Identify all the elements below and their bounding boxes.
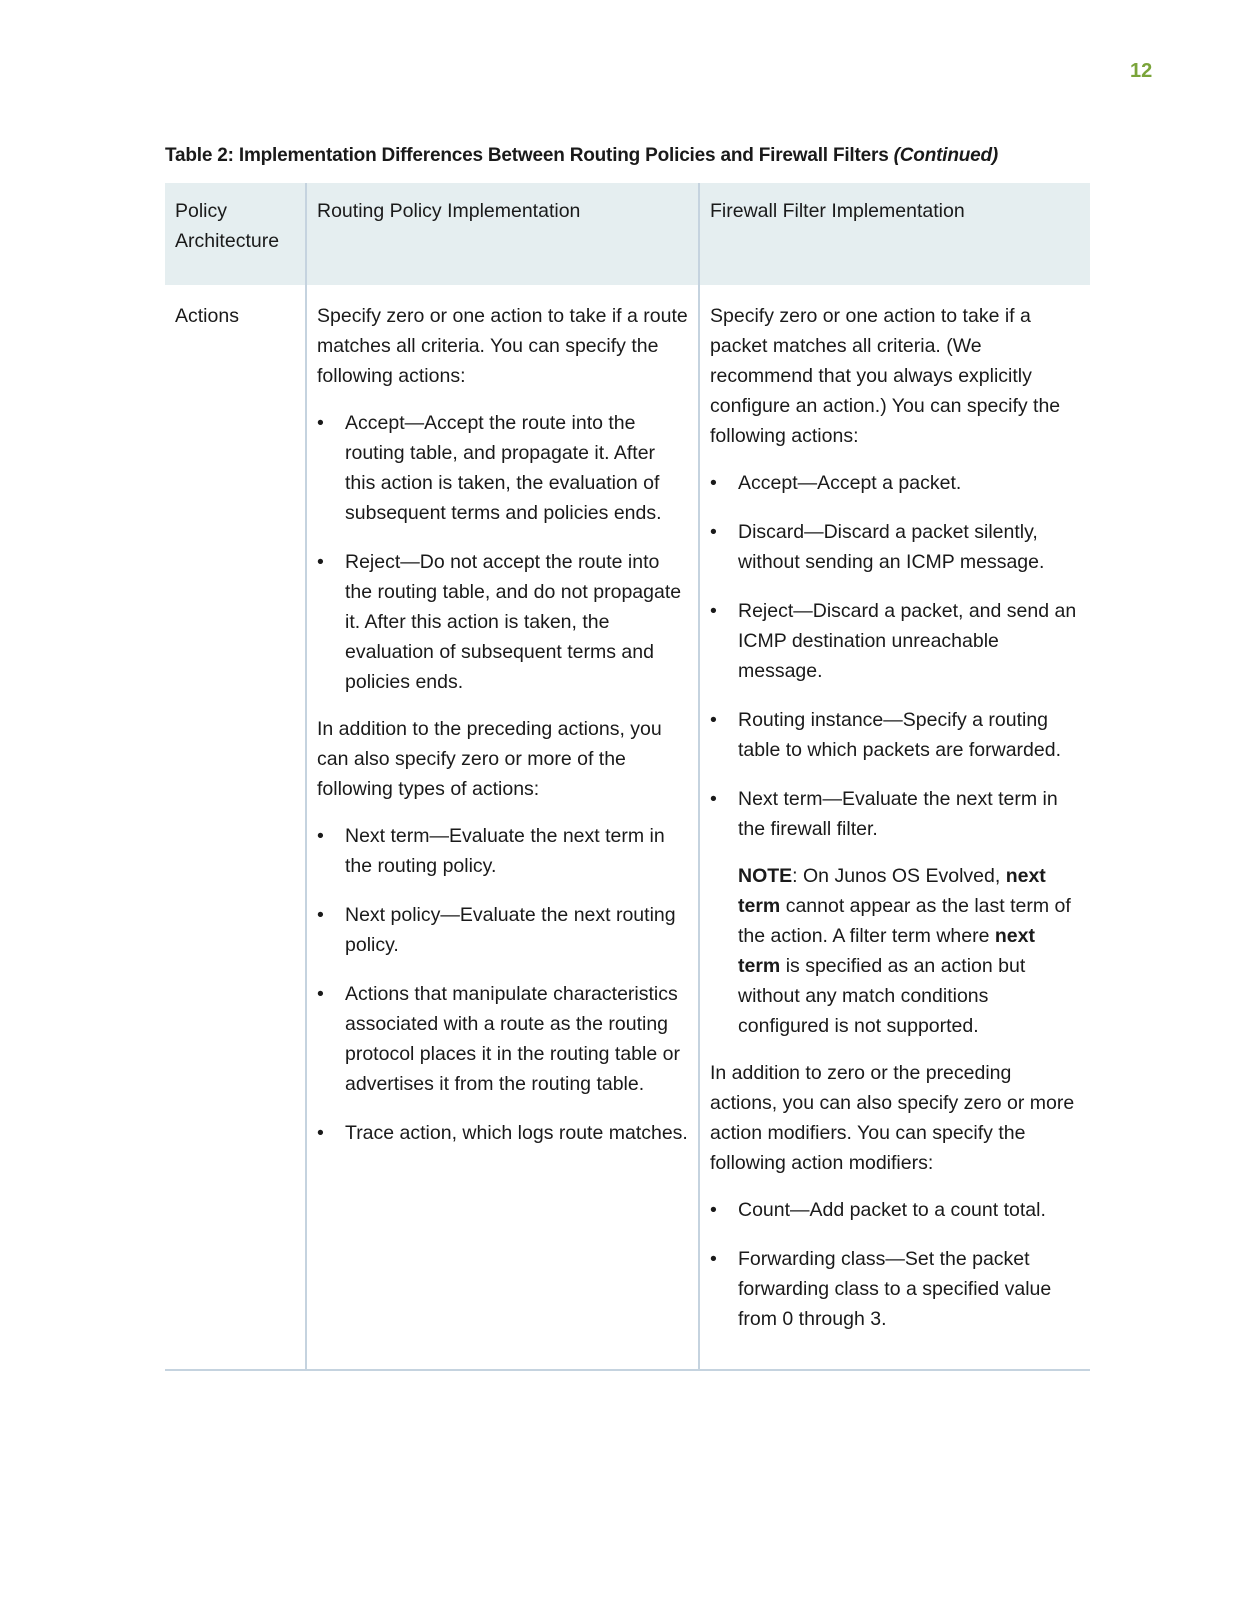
- header-firewall-filter: Firewall Filter Implementation: [699, 183, 1090, 285]
- list-item: [710, 784, 1080, 1041]
- list-item-text: Count—Add packet to a count total.: [738, 1199, 1046, 1221]
- list-item: [710, 1244, 1080, 1334]
- firewall-intro: Specify zero or one action to take if a packet matches all criteria. (We recommend that you always explicitly configure an action.) You can specify the following actions:: [710, 305, 1061, 447]
- list-item-text: Reject—Discard a packet, and send an ICMP destination unreachable message.: [738, 600, 1077, 682]
- list-item: [317, 900, 688, 960]
- note-text: cannot appear as the last term of the action. A filter term where: [738, 895, 1071, 947]
- note-label: NOTE: [738, 865, 793, 887]
- bullet-icon: •: [710, 709, 717, 731]
- list-item-text: Routing instance—Specify a routing table to which packets are forwarded.: [738, 709, 1062, 761]
- page-number: 12: [1130, 60, 1153, 82]
- bullet-icon: •: [317, 412, 324, 434]
- list-item-text: Actions that manipulate characteristics associated with a route as the routing protocol places it in the routing table or advertises it from the routing table.: [345, 983, 680, 1095]
- bullet-icon: •: [317, 825, 324, 847]
- bullet-icon: •: [317, 904, 324, 926]
- list-item: [317, 821, 688, 881]
- list-item: [317, 979, 688, 1099]
- bullet-icon: •: [710, 788, 717, 810]
- list-item: [710, 1195, 1080, 1225]
- routing-policy-cell: [306, 285, 699, 1370]
- list-item-text: Next policy—Evaluate the next routing policy.: [345, 904, 676, 956]
- list-item-text: Discard—Discard a packet silently, without sending an ICMP message.: [738, 521, 1045, 573]
- bullet-icon: •: [710, 1248, 717, 1270]
- table-caption-continued: (Continued): [893, 145, 999, 166]
- list-item: [710, 705, 1080, 765]
- list-item: [317, 408, 688, 528]
- list-item-text: Next term—Evaluate the next term in the routing policy.: [345, 825, 665, 877]
- list-item-text: Accept—Accept a packet.: [738, 472, 962, 494]
- bullet-icon: •: [710, 472, 717, 494]
- list-item-text: Trace action, which logs route matches.: [345, 1122, 688, 1144]
- note-keyword: next term: [738, 865, 1046, 917]
- bullet-icon: •: [710, 521, 717, 543]
- table-row: [165, 285, 1090, 1370]
- firewall-filter-cell: [699, 285, 1090, 1370]
- firewall-action-list: [710, 468, 1080, 1041]
- list-item: [317, 547, 688, 697]
- routing-intro-additional: In addition to the preceding actions, you can also specify zero or more of the following types of actions:: [317, 718, 662, 800]
- list-item: [710, 468, 1080, 498]
- header-policy-architecture: Policy Architecture: [165, 183, 306, 285]
- list-item-text: Accept—Accept the route into the routing table, and propagate it. After this action is taken, the evaluation of subsequent terms and policies ends.: [345, 412, 662, 524]
- note-block: [738, 861, 1080, 1041]
- table-caption-title: Table 2: Implementation Differences Between Routing Policies and Firewall Filters: [165, 145, 889, 166]
- header-routing-policy: Routing Policy Implementation: [306, 183, 699, 285]
- list-item: [317, 1118, 688, 1148]
- implementation-table: [165, 183, 1090, 1371]
- bullet-icon: •: [317, 551, 324, 573]
- list-item: [710, 596, 1080, 686]
- table-header-row: [165, 183, 1090, 285]
- bullet-icon: •: [710, 1199, 717, 1221]
- list-item-text: Forwarding class—Set the packet forwarding class to a specified value from 0 through 3.: [738, 1248, 1052, 1330]
- note-keyword: next term: [738, 925, 1035, 977]
- list-item: [710, 517, 1080, 577]
- bullet-icon: •: [317, 983, 324, 1005]
- firewall-intro-modifiers: In addition to zero or the preceding actions, you can also specify zero or more action modifiers. You can specify the following action modifiers:: [710, 1062, 1075, 1174]
- bullet-icon: •: [710, 600, 717, 622]
- routing-action-list: [317, 408, 688, 697]
- routing-intro: Specify zero or one action to take if a route matches all criteria. You can specify the following actions:: [317, 305, 688, 387]
- list-item-text: Next term—Evaluate the next term in the firewall filter.: [738, 788, 1058, 840]
- note-text: is specified as an action but without any match conditions configured is not supported.: [738, 955, 1026, 1037]
- note-text: : On Junos OS Evolved,: [792, 865, 1006, 887]
- list-item-text: Reject—Do not accept the route into the routing table, and do not propagate it. After this action is taken, the evaluation of subsequent terms and policies ends.: [345, 551, 682, 693]
- firewall-modifier-list: [710, 1195, 1080, 1334]
- table-caption: [165, 145, 998, 167]
- row-label-actions: Actions: [165, 285, 306, 1370]
- routing-additional-action-list: [317, 821, 688, 1148]
- bullet-icon: •: [317, 1122, 324, 1144]
